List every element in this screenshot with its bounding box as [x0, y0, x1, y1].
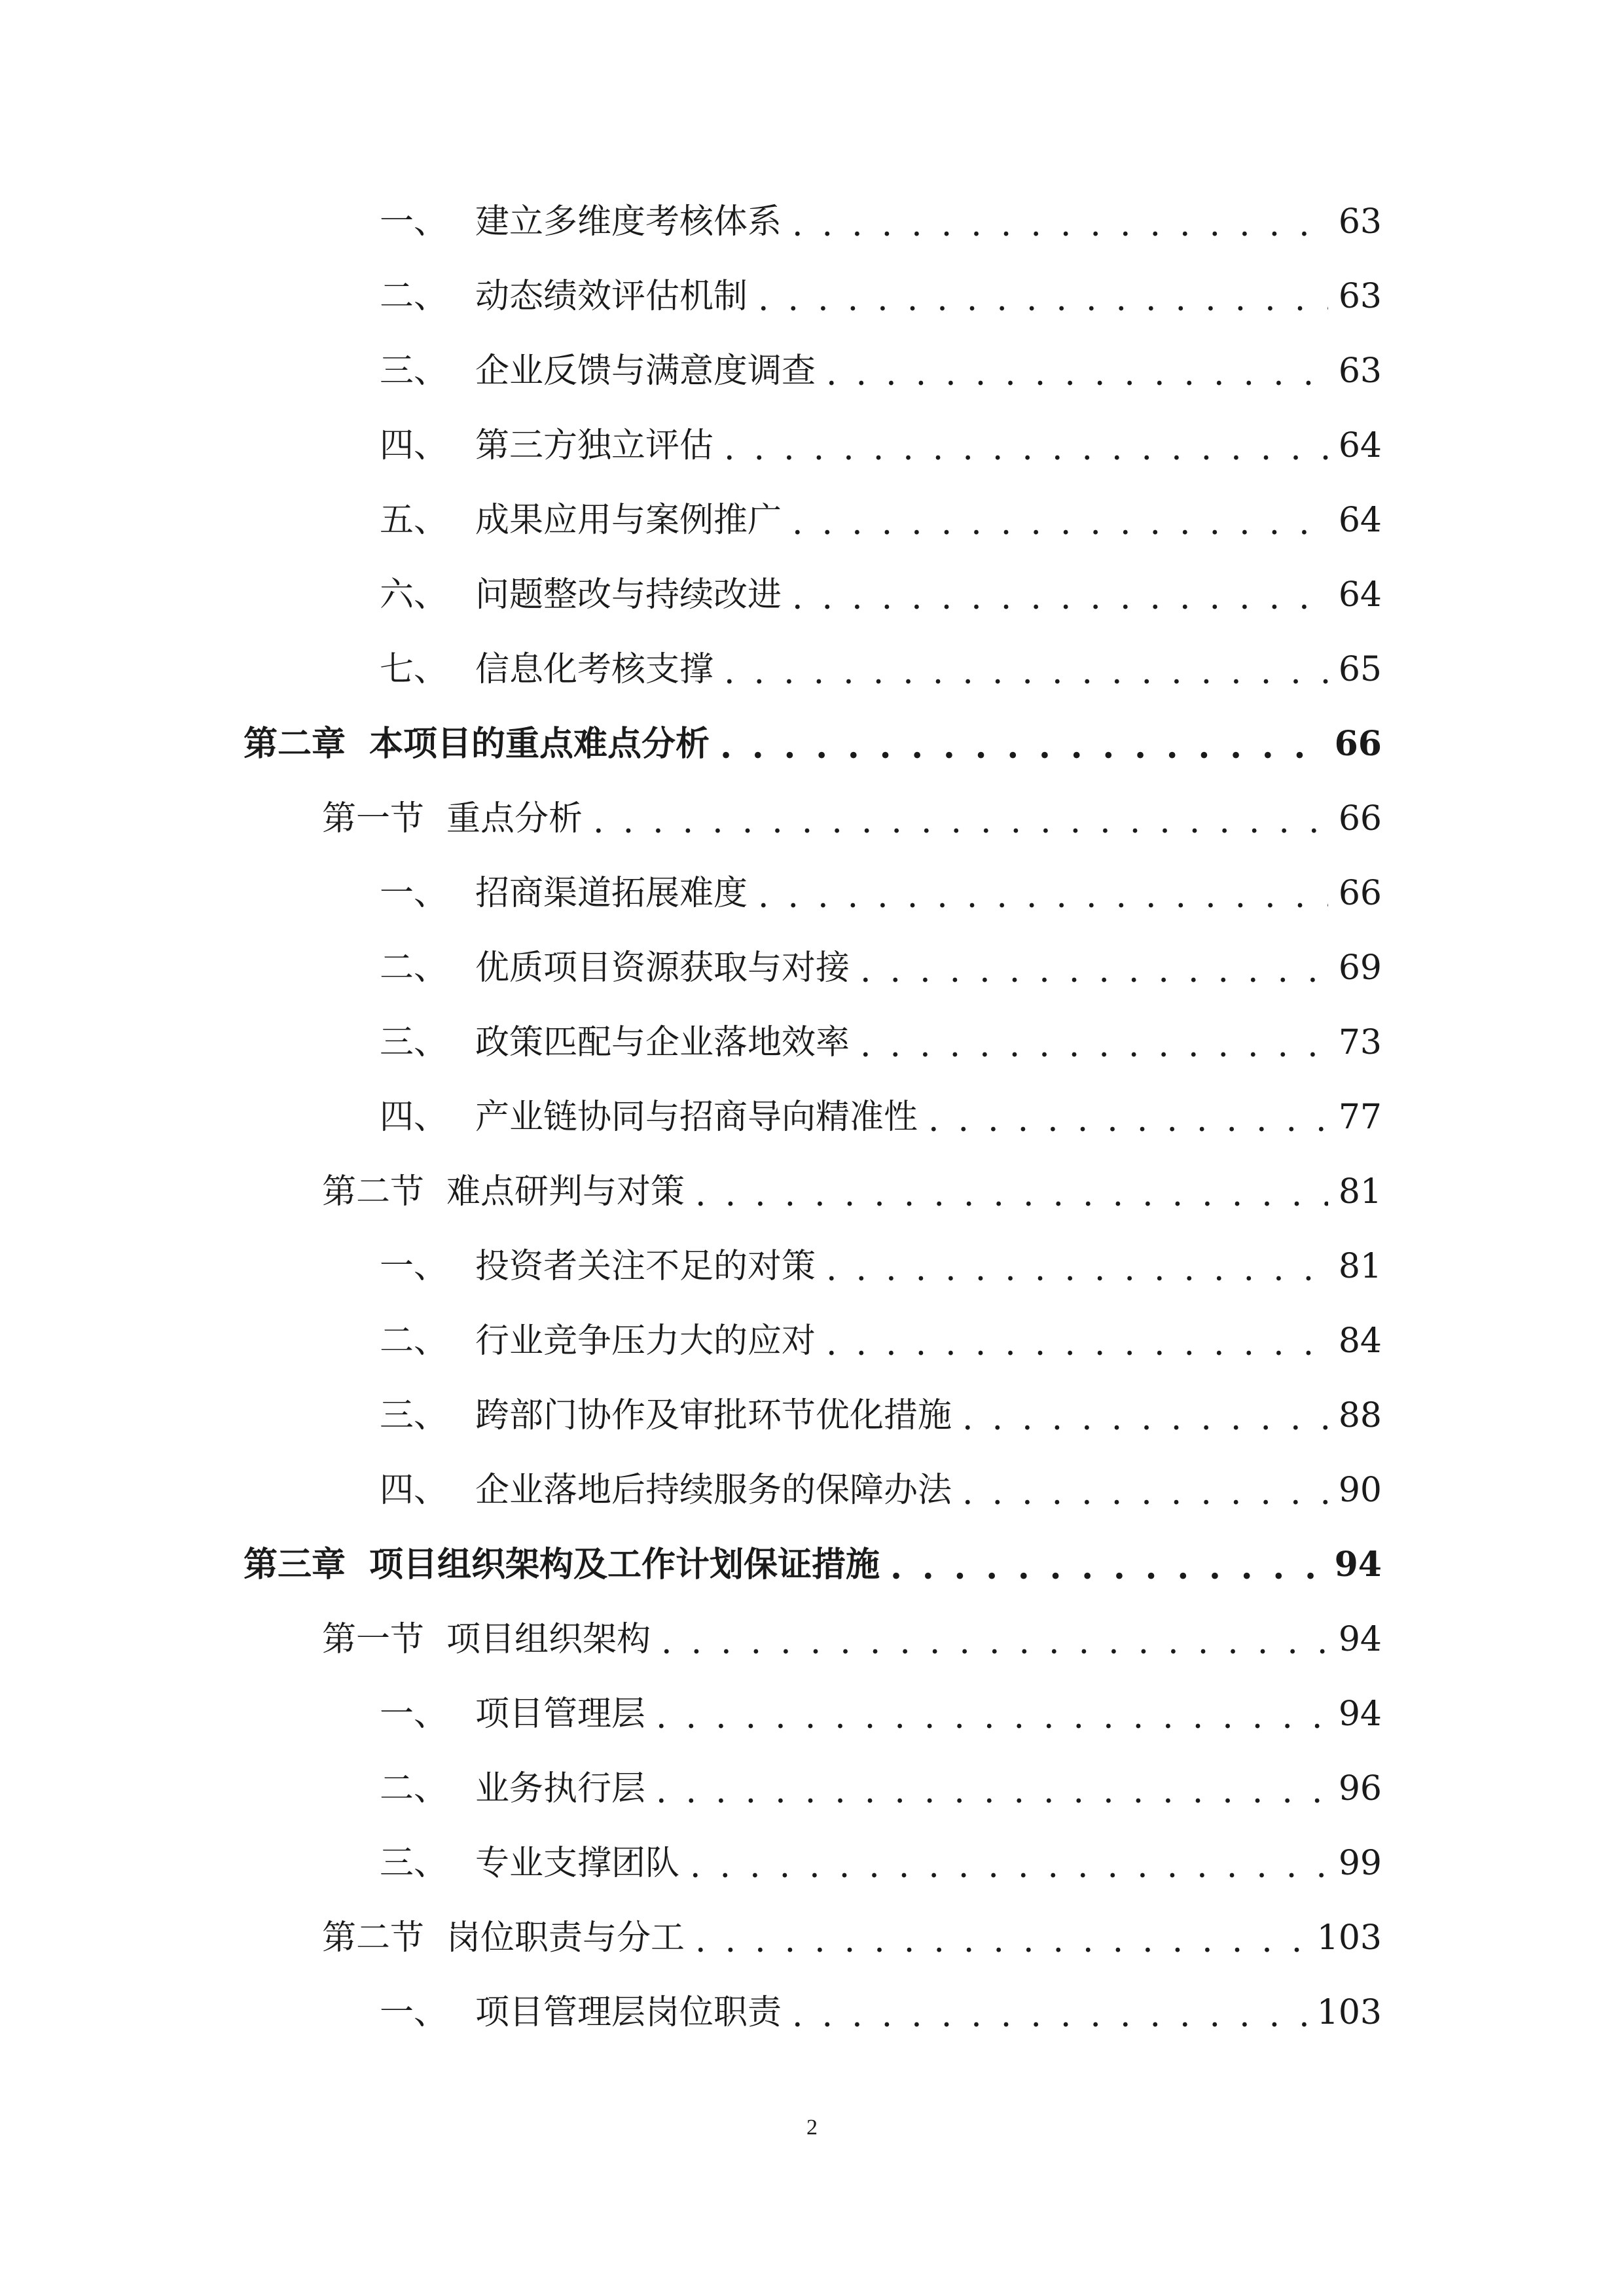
toc-entry-number: 五、 [380, 501, 448, 540]
toc-entry-page: 81 [1338, 1247, 1382, 1286]
toc-entry-page: 66 [1338, 874, 1382, 913]
toc-entry-number: 三、 [380, 351, 448, 391]
dot-leader [720, 730, 1324, 764]
toc-entry-title: 项目组织架构及工作计划保证措施 [369, 1545, 880, 1585]
toc-entry-title: 岗位职责与分工 [446, 1918, 685, 1958]
toc-entry[interactable] [380, 1378, 1382, 1453]
toc-entry-page: 69 [1338, 948, 1382, 988]
toc-entry-page: 64 [1338, 501, 1382, 540]
toc-entry-title: 产业链协同与招商导向精准性 [475, 1098, 918, 1137]
toc-entry-title: 第三方独立评估 [475, 426, 714, 465]
toc-entry-title: 项目组织架构 [446, 1620, 651, 1659]
toc-entry-number: 四、 [380, 426, 448, 465]
toc-entry[interactable] [380, 185, 1382, 259]
toc-entry-page: 63 [1338, 202, 1382, 242]
toc-section-entry[interactable] [322, 781, 1382, 856]
toc-entry-number: 四、 [380, 1471, 448, 1510]
toc-section-entry[interactable] [322, 1602, 1382, 1677]
toc-entry-title: 建立多维度考核体系 [475, 202, 782, 242]
toc-entry-page: 103 [1316, 1918, 1382, 1958]
toc-entry-number: 二、 [380, 277, 448, 316]
toc-entry-title: 重点分析 [446, 799, 583, 838]
toc-entry[interactable] [380, 931, 1382, 1005]
toc-entry-page: 88 [1338, 1396, 1382, 1435]
toc-entry-page: 66 [1338, 799, 1382, 838]
dot-leader [661, 1625, 1328, 1659]
toc-entry-title: 动态绩效评估机制 [475, 277, 748, 316]
toc-entry-page: 94 [1338, 1695, 1382, 1734]
toc-entry-page: 73 [1338, 1023, 1382, 1062]
dot-leader [826, 357, 1328, 391]
toc-entry-page: 94 [1338, 1620, 1382, 1659]
toc-entry[interactable] [380, 334, 1382, 408]
toc-entry-title: 招商渠道拓展难度 [475, 874, 748, 913]
page-number: 2 [806, 2115, 818, 2140]
toc-entry[interactable] [380, 1677, 1382, 1751]
toc-entry-page: 99 [1338, 1844, 1382, 1883]
toc-entry-page: 77 [1338, 1098, 1382, 1137]
toc-entry-number: 一、 [380, 202, 448, 242]
dot-leader [792, 207, 1328, 242]
toc-entry-number: 二、 [380, 948, 448, 988]
toc-entry-number: 二、 [380, 1769, 448, 1808]
toc-entry-number: 三、 [380, 1023, 448, 1062]
toc-entry-number: 一、 [380, 1695, 448, 1734]
toc-entry[interactable] [380, 408, 1382, 483]
toc-entry[interactable] [380, 1453, 1382, 1528]
toc-entry-title: 投资者关注不足的对策 [475, 1247, 816, 1286]
toc-entry-number: 第三章 [244, 1545, 346, 1585]
toc-entry-title: 政策匹配与企业落地效率 [475, 1023, 850, 1062]
toc-entry-title: 企业落地后持续服务的保障办法 [475, 1471, 952, 1510]
toc-entry[interactable] [380, 558, 1382, 632]
toc-entry[interactable] [380, 1005, 1382, 1080]
dot-leader [928, 1103, 1328, 1137]
toc-entry-title: 信息化考核支撑 [475, 650, 714, 689]
dot-leader [962, 1476, 1328, 1510]
toc-entry-number: 第二节 [322, 1172, 425, 1211]
dot-leader [962, 1401, 1328, 1435]
toc-entry[interactable] [380, 1751, 1382, 1826]
toc-entry-page: 63 [1338, 277, 1382, 316]
toc-entry-page: 96 [1338, 1769, 1382, 1808]
toc-entry-number: 三、 [380, 1396, 448, 1435]
dot-leader [792, 506, 1328, 540]
dot-leader [890, 1551, 1324, 1585]
toc-chapter-entry[interactable] [244, 1528, 1382, 1602]
toc-entry-page: 103 [1316, 1993, 1382, 2032]
toc-entry[interactable] [380, 483, 1382, 558]
toc-entry-number: 二、 [380, 1321, 448, 1361]
dot-leader [695, 1177, 1328, 1211]
toc-entry-title: 跨部门协作及审批环节优化措施 [475, 1396, 952, 1435]
toc-entry-number: 第一节 [322, 799, 425, 838]
toc-entry-number: 一、 [380, 1993, 448, 2032]
dot-leader [792, 581, 1328, 615]
toc-chapter-entry[interactable] [244, 707, 1382, 781]
toc-entry[interactable] [380, 1975, 1382, 2050]
toc-section-entry[interactable] [322, 1901, 1382, 1975]
dot-leader [860, 954, 1328, 988]
toc-entry-number: 第二节 [322, 1918, 425, 1958]
toc-entry-page: 90 [1338, 1471, 1382, 1510]
toc-entry-page: 66 [1334, 724, 1382, 764]
dot-leader [826, 1252, 1328, 1286]
dot-leader [826, 1327, 1328, 1361]
toc-entry-title: 专业支撑团队 [475, 1844, 680, 1883]
dot-leader [656, 1700, 1328, 1734]
toc-entry-number: 四、 [380, 1098, 448, 1137]
toc-entry-title: 项目管理层 [475, 1695, 646, 1734]
dot-leader [690, 1849, 1328, 1883]
dot-leader [860, 1028, 1328, 1062]
toc-entry[interactable] [380, 1229, 1382, 1304]
toc-entry-number: 一、 [380, 1247, 448, 1286]
toc-entry-title: 项目管理层岗位职责 [475, 1993, 782, 2032]
dot-leader [695, 1924, 1307, 1958]
toc-entry[interactable] [380, 632, 1382, 707]
toc-entry[interactable] [380, 259, 1382, 334]
toc-entry[interactable] [380, 1080, 1382, 1155]
toc-entry-title: 问题整改与持续改进 [475, 575, 782, 615]
dot-leader [758, 282, 1328, 316]
toc-entry-number: 第一节 [322, 1620, 425, 1659]
dot-leader [593, 804, 1328, 838]
toc-entry-number: 第二章 [244, 724, 346, 764]
toc-entry-title: 企业反馈与满意度调查 [475, 351, 816, 391]
toc-entry-title: 业务执行层 [475, 1769, 646, 1808]
toc-entry-page: 63 [1338, 351, 1382, 391]
toc-entry-number: 六、 [380, 575, 448, 615]
dot-leader [656, 1774, 1328, 1808]
toc-entry-number: 一、 [380, 874, 448, 913]
dot-leader [792, 1998, 1307, 2032]
toc-entry-page: 81 [1338, 1172, 1382, 1211]
toc-entry[interactable] [380, 856, 1382, 931]
dot-leader [724, 431, 1328, 465]
toc-entry-title: 难点研判与对策 [446, 1172, 685, 1211]
toc-entry-number: 七、 [380, 650, 448, 689]
toc-entry[interactable] [380, 1826, 1382, 1901]
toc-entry-page: 64 [1338, 426, 1382, 465]
toc-entry-title: 行业竞争压力大的应对 [475, 1321, 816, 1361]
dot-leader [724, 655, 1328, 689]
toc-entry[interactable] [380, 1304, 1382, 1378]
toc-entry-page: 84 [1338, 1321, 1382, 1361]
dot-leader [758, 879, 1328, 913]
toc-entry-title: 本项目的重点难点分析 [369, 724, 710, 764]
toc-section-entry[interactable] [322, 1155, 1382, 1229]
toc-entry-title: 优质项目资源获取与对接 [475, 948, 850, 988]
toc-entry-title: 成果应用与案例推广 [475, 501, 782, 540]
toc-entry-page: 64 [1338, 575, 1382, 615]
toc-entry-page: 94 [1334, 1545, 1382, 1585]
toc-entry-number: 三、 [380, 1844, 448, 1883]
toc-entry-page: 65 [1338, 650, 1382, 689]
